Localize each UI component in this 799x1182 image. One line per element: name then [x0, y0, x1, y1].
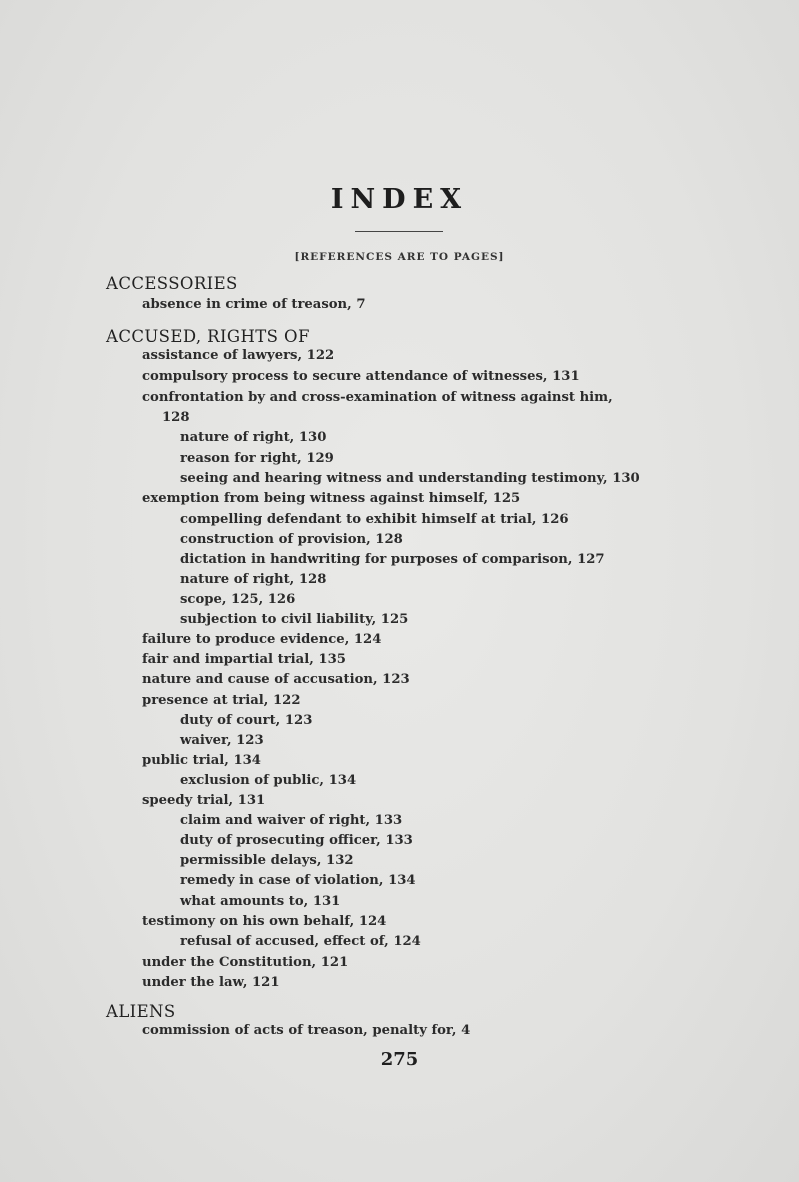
index-heading-accessories: ACCESSORIES — [106, 274, 238, 293]
index-subentry: scope, 125, 126 — [180, 592, 296, 607]
index-entry: public trial, 134 — [142, 753, 261, 768]
index-subentry: what amounts to, 131 — [180, 894, 341, 909]
page-number: 275 — [380, 1049, 419, 1070]
index-subentry: construction of provision, 128 — [180, 532, 403, 547]
index-subentry: seeing and hearing witness and understanding testimony, 130 — [180, 471, 640, 486]
index-entry: commission of acts of treason, penalty for, 4 — [142, 1023, 471, 1038]
index-entry: failure to produce evidence, 124 — [142, 632, 382, 647]
index-subentry: duty of court, 123 — [180, 713, 313, 728]
index-entry: under the law, 121 — [142, 975, 280, 990]
index-subentry: duty of prosecuting officer, 133 — [180, 833, 413, 848]
index-entry-continuation: 128 — [162, 410, 190, 425]
index-entry: testimony on his own behalf, 124 — [142, 914, 387, 929]
index-heading-aliens: ALIENS — [106, 1002, 176, 1021]
index-subentry: claim and waiver of right, 133 — [180, 813, 403, 828]
index-subentry: waiver, 123 — [180, 733, 264, 748]
index-subentry: subjection to civil liability, 125 — [180, 612, 409, 627]
index-entry: speedy trial, 131 — [142, 793, 266, 808]
index-subentry: reason for right, 129 — [180, 451, 334, 466]
index-entry: absence in crime of treason, 7 — [142, 297, 366, 312]
index-subentry: nature of right, 130 — [180, 430, 327, 445]
index-subentry: compelling defendant to exhibit himself at trial, 126 — [180, 512, 569, 527]
index-title: INDEX — [330, 184, 469, 215]
index-entry: assistance of lawyers, 122 — [142, 348, 335, 363]
index-entry: exemption from being witness against himself, 125 — [142, 491, 521, 506]
index-entry: compulsory process to secure attendance of witnesses, 131 — [142, 369, 580, 384]
index-subentry: remedy in case of violation, 134 — [180, 873, 416, 888]
index-entry: presence at trial, 122 — [142, 693, 301, 708]
index-entry: fair and impartial trial, 135 — [142, 652, 346, 667]
index-heading-accused-rights-of: ACCUSED, RIGHTS OF — [106, 327, 310, 346]
index-subentry: exclusion of public, 134 — [180, 773, 357, 788]
index-entry: nature and cause of accusation, 123 — [142, 672, 410, 687]
index-entry: under the Constitution, 121 — [142, 955, 349, 970]
index-subentry: nature of right, 128 — [180, 572, 327, 587]
index-subentry: permissible delays, 132 — [180, 853, 354, 868]
index-subentry: refusal of accused, effect of, 124 — [180, 934, 421, 949]
index-subentry: dictation in handwriting for purposes of comparison, 127 — [180, 552, 605, 567]
title-underline — [355, 231, 443, 232]
index-subtitle: [REFERENCES ARE TO PAGES] — [294, 251, 505, 263]
index-entry: confrontation by and cross-examination of witness against him, — [142, 390, 613, 405]
